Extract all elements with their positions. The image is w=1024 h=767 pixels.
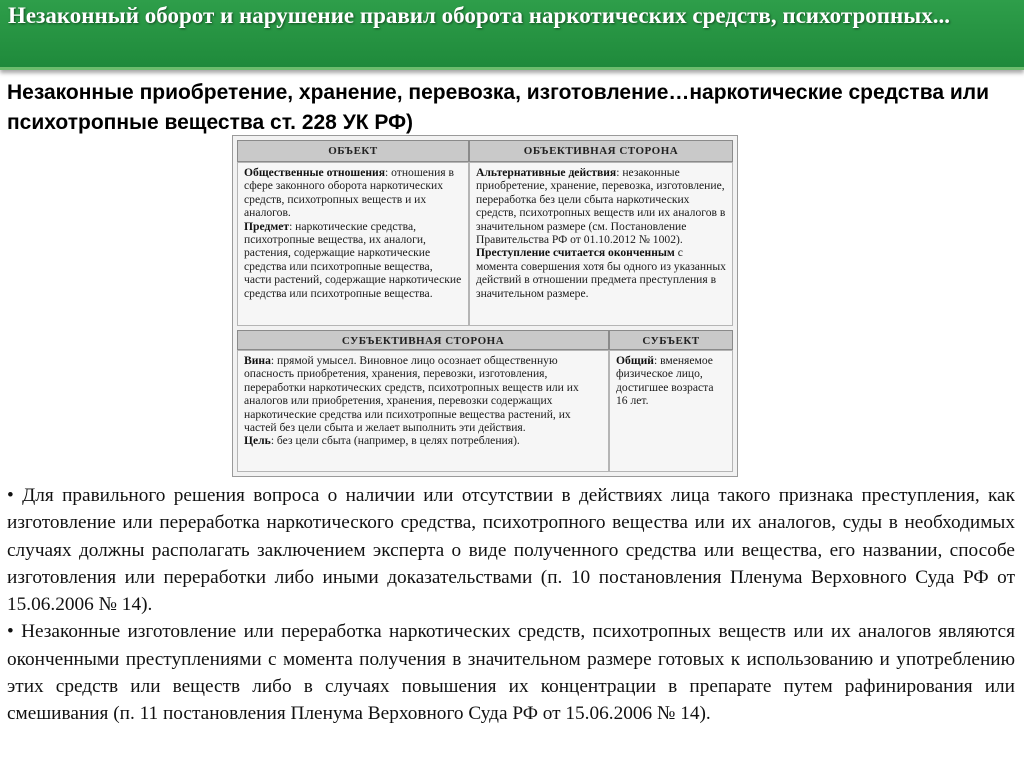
object-text-subject-matter: : наркотические средства, психотропные вещества, их аналоги, растения, содержащие наркотические средства или психотропные вещества, части растений, содержащие наркотические средства или психотропные вещества. (244, 219, 462, 300)
bullet-paragraph-1: • Для правильного решения вопроса о наличии или отсутствии в действиях лица такого признака преступления, как изготовление или переработка наркотического средства, психотропного вещества или их аналогов, суды в необходимых случаях должны располагать заключением эксперта о виде полученного средства или вещества, его названии, способе изготовления или переработки либо иными доказательствами (п. 10 постановления Пленума Верховного Суда РФ от 15.06.2006 № 14). (7, 485, 1015, 616)
object-header: ОБЪЕКТ (237, 140, 469, 162)
subject-cell (609, 350, 733, 472)
slide-header (0, 0, 1024, 70)
slide-title: Незаконный оборот и нарушение правил оборота наркотических средств, психотропных... (8, 3, 950, 28)
slide-subtitle: Незаконные приобретение, хранение, перевозка, изготовление…наркотические средства или психотропные вещества ст. 228 УК РФ) (7, 81, 990, 134)
objective-label-actions: Альтернативные действия (476, 166, 617, 179)
objective-side-header: ОБЪЕКТИВНАЯ СТОРОНА (469, 140, 733, 162)
subjective-side-header: СУБЪЕКТИВНАЯ СТОРОНА (237, 330, 609, 350)
objective-side-cell (469, 162, 733, 326)
subjective-text-guilt: : прямой умысел. Виновное лицо осознает общественную опасность приобретения, хранения, перевозки, изготовления, переработки наркотических средств, психотропных веществ или их аналогов или приобретения, хранения, перевозки содержащих наркотические средства или психотропные вещества растений, их частей без цели сбыта и желает выполнить эти действия. (244, 354, 579, 435)
subjective-label-guilt: Вина (244, 354, 271, 367)
subject-text-general: : вменяемое физическое лицо, достигшее возраста 16 лет. (616, 354, 714, 408)
subjective-text-purpose: : без цели сбыта (например, в целях потребления). (270, 434, 520, 448)
objective-text-actions: : незаконные приобретение, хранение, перевозка, изготовление, переработка без цели сбыта наркотических средств, психотропных веществ или их аналогов в значительном размере (см. Постановление Правительства РФ от 01.10.2012 № 1002). (476, 166, 726, 247)
legal-structure-table (232, 135, 738, 477)
body-text (7, 482, 1015, 728)
subject-header: СУБЪЕКТ (609, 330, 733, 350)
subjective-side-cell (237, 350, 609, 472)
bullet-paragraph-2: • Незаконные изготовление или переработка наркотических средств, психотропных веществ или их аналогов являются оконченными преступлениями с момента получения в значительном размере готовых к использованию и употреблению этих средств или веществ либо в случаях повышения их концентрации в препарате путем рафинирования или смешивания (п. 11 постановления Пленума Верховного Суда РФ от 15.06.2006 № 14). (7, 621, 1015, 725)
objective-text-completion: с момента совершения хотя бы одного из указанных действий в отношении предмета преступления в значительном размере. (476, 246, 726, 300)
object-label-relations: Общественные отношения (244, 166, 385, 179)
object-text-relations: : отношения в сфере законного оборота наркотических средств, психотропных веществ и их аналогов. (244, 166, 455, 220)
subjective-label-purpose: Цель (244, 434, 271, 448)
object-cell (237, 162, 469, 326)
object-label-subject-matter: Предмет (244, 219, 290, 233)
objective-label-completion: Преступление считается оконченным (476, 246, 675, 260)
subject-label-general: Общий (616, 354, 654, 367)
